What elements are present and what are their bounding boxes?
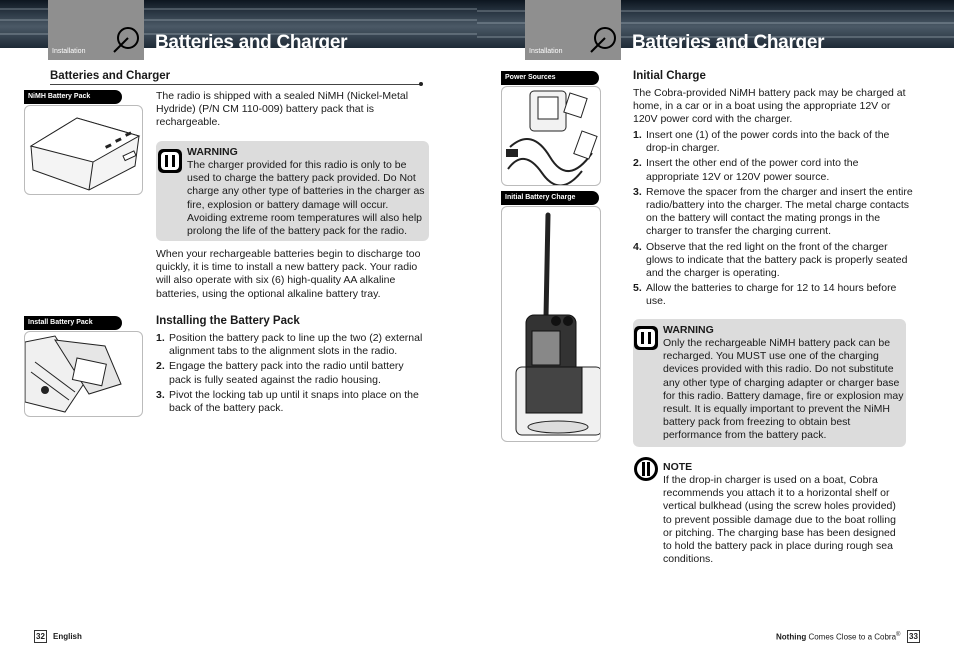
step-number: 5.	[633, 282, 642, 295]
step-text: Observe that the red light on the front of the charger glows to indicate that the battery pack is properly seated and the charger is operating.	[646, 240, 908, 280]
step-text: Position the battery pack to line up the two (2) external alignment tabs to the alignment slots in the radio.	[169, 332, 423, 358]
cobra-logo-icon	[112, 26, 140, 54]
section-tab-right	[525, 0, 621, 60]
initial-charge-heading: Initial Charge	[633, 70, 706, 82]
page-title: Batteries and Charger	[155, 32, 348, 53]
warning-icon	[633, 325, 659, 351]
warning-icon	[157, 148, 183, 174]
list-item	[156, 360, 426, 386]
footer-tagline-text: Comes Close to a Cobra	[808, 632, 897, 642]
step-text: Engage the battery pack into the radio until battery pack is fully seated against the radio housing.	[169, 360, 404, 386]
tab-label: Installation	[52, 48, 86, 55]
install-heading: Installing the Battery Pack	[156, 315, 300, 327]
install-battery-illustration	[25, 332, 143, 417]
install-battery-figure	[24, 331, 143, 417]
warning-title: WARNING	[187, 146, 238, 158]
section-heading: Batteries and Charger	[50, 70, 171, 82]
step-number: 1.	[633, 129, 642, 141]
step-number: 3.	[156, 388, 165, 401]
footer-tagline-bold: Nothing	[776, 632, 807, 642]
warning-text: The charger provided for this radio is only to be used to charge the battery pack provided. Do Not charge any other type of batteries in the charger as fire, explosion or battery damage will occur. Avoiding extreme room temperatures will also help prolong the life of the battery pack for the radio.	[187, 159, 425, 238]
footer-language: English	[53, 632, 82, 641]
registered-mark: ®	[896, 632, 901, 638]
battery-pack-illustration	[25, 106, 143, 195]
section-rule	[50, 84, 422, 85]
step-number: 3.	[633, 185, 642, 198]
list-item	[633, 241, 913, 281]
page-number: 33	[907, 630, 920, 643]
list-item	[633, 282, 913, 308]
list-item	[156, 332, 426, 358]
page-number: 32	[34, 630, 47, 643]
power-sources-illustration	[502, 87, 601, 186]
cobra-logo-icon	[589, 26, 617, 54]
figure-label: Power Sources	[501, 71, 599, 85]
section-tab-left	[48, 0, 144, 60]
step-text: Insert one (1) of the power cords into the back of the drop-in charger.	[646, 129, 890, 155]
radio-in-charger-illustration	[502, 207, 601, 442]
figure-label: Initial Battery Charge	[501, 191, 599, 205]
initial-charge-figure	[501, 206, 601, 442]
step-text: Insert the other end of the power cord into the appropriate 12V or 120V power source.	[646, 157, 859, 183]
intro-paragraph: The Cobra-provided NiMH battery pack may be charged at home, in a car or in a boat using the appropriate 12V or 120V power cord with the charger.	[633, 87, 906, 126]
step-number: 1.	[156, 332, 165, 344]
note-title: NOTE	[663, 461, 693, 473]
intro-paragraph: The radio is shipped with a sealed NiMH (Nickel-Metal Hydride) (P/N CM 110-009) battery pack that is rechargeable.	[156, 90, 409, 129]
page-title: Batteries and Charger	[632, 32, 825, 53]
power-sources-figure	[501, 86, 601, 186]
discharge-paragraph: When your rechargeable batteries begin to discharge too quickly, it is time to install a new battery pack. Your radio will also operate with six (6) high-quality AA alkaline batteries, using the optional alkaline battery tray.	[156, 248, 421, 300]
note-icon	[633, 456, 659, 482]
list-item	[633, 157, 913, 183]
note-text: If the drop-in charger is used on a boat, Cobra recommends you attach it to a horizontal shelf or vertical bulkhead (using the screw holes provided) to prevent possible damage due to the boat rolling or pitching. The charging base has been designed to hold the battery pack in place during rough sea conditions.	[663, 474, 896, 566]
step-number: 2.	[156, 360, 165, 373]
list-item	[633, 186, 913, 239]
step-text: Allow the batteries to charge for 12 to 14 hours before use.	[646, 282, 897, 308]
charge-steps-list	[633, 129, 913, 311]
list-item	[633, 129, 913, 155]
step-text: Pivot the locking tab up until it snaps into place on the back of the battery pack.	[169, 388, 419, 415]
warning-text: Only the rechargeable NiMH battery pack can be recharged. You MUST use one of the charging devices provided with this radio. Do not substitute any other type of charging adapter or charger base for this radio. Battery damage, fire or explosion may result. It is equally important to prevent the NiMH battery pack from freezing to obtain best performance from the battery pack.	[663, 337, 904, 442]
step-number: 2.	[633, 157, 642, 170]
warning-title: WARNING	[663, 324, 714, 336]
install-steps-list	[156, 332, 426, 417]
figure-label: Install Battery Pack	[24, 316, 122, 330]
step-number: 4.	[633, 240, 642, 253]
tab-label: Installation	[529, 48, 563, 55]
nimh-battery-figure	[24, 105, 143, 195]
figure-label: NiMH Battery Pack	[24, 90, 122, 104]
section-dot	[419, 82, 423, 86]
step-text: Remove the spacer from the charger and insert the entire radio/battery into the charger. The metal charge contacts on the battery will contact the mating prongs in the charger to transfer the charging current.	[646, 185, 913, 238]
list-item	[156, 389, 426, 415]
footer-tagline	[776, 632, 900, 642]
